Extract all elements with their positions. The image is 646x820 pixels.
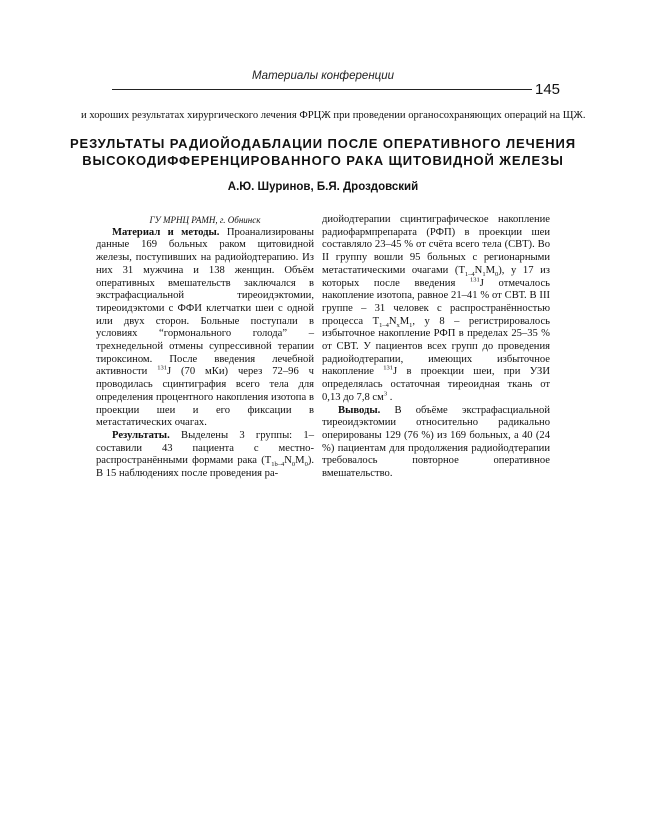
g3-m-letter: M	[399, 315, 410, 327]
g3-t-sub: 1–4	[379, 321, 389, 329]
g2-n-sub: 1	[482, 270, 486, 278]
running-title: Материалы конференции	[251, 70, 395, 82]
g3-m-sub: 1	[409, 321, 413, 329]
results-right-5: J в проекции шеи, при УЗИ определялась остаточная тиреоидная ткань от 0,13 до 7,8 см	[322, 366, 551, 403]
title-line-2: ВЫСОКОДИФФЕРЕНЦИРОВАННОГО РАКА ЩИТОВИДНОЙ ЖЕЛЕЗЫ	[82, 153, 564, 168]
article-title	[60, 135, 586, 169]
results-right-3: J отмечалось накопление изотопа, равное 21–41 % от СВТ. В III группе – 31 человек с распространённостью процесса T	[322, 277, 550, 327]
m-stage-sub: 0	[304, 461, 308, 469]
right-column	[322, 214, 550, 481]
results-label: Результаты.	[112, 429, 170, 441]
methods-label: Материал и методы.	[112, 226, 220, 238]
methods-paragraph	[96, 227, 314, 430]
results-right-1: диойодтерапии сцинтиграфическое накопление радиофармпрепарата (РФП) в проекции шеи составляло 23–45 % от счёта всего тела (СВТ). Во II группу вошли 95 больных с регионарными метастатическими очагами (T	[322, 214, 550, 276]
left-column	[96, 214, 314, 481]
results-right-6: .	[387, 391, 393, 403]
g2-t-sub: 1–4	[464, 270, 475, 278]
isotope-mass-2: 131	[470, 275, 480, 283]
authors: А.Ю. Шуринов, Б.Я. Дроздовский	[227, 181, 419, 193]
results-text-2: ). В 15 наблюдениях после проведения ра-	[96, 455, 314, 480]
carry-over-text: и хороших результатах хирургического лечения ФРЦЖ при проведении органосохраняющих операций на ЩЖ.	[81, 110, 586, 121]
isotope-mass: 131	[157, 364, 167, 372]
m-letter: M	[295, 455, 305, 467]
n-stage-sub: 0	[291, 461, 296, 469]
conclusions-label: Выводы.	[338, 404, 381, 416]
conclusions-paragraph	[322, 405, 550, 481]
results-continuation	[322, 214, 550, 405]
methods-text-1: Проанализированы данные 169 больных раком щитовидной железы, поступивших на радиойодтерапию. Из них 31 мужчина и 138 женщин. Объём оперативных вмешательств заключался в экстрафасциальной тиреоидэктомии, тиреоидэктоми с ФФИ клетчатки шеи с одной или двух сторон. Больные поступали в условиях “гормонального голода” – трехнедельной отмены супрессивной терапии тироксином. После введения лечебной активности	[96, 226, 314, 378]
t-stage-sub: 1b–4	[271, 461, 285, 469]
g3-n-letter: N	[388, 315, 397, 327]
volume-sup: 3	[383, 390, 388, 398]
title-line-1: РЕЗУЛЬТАТЫ РАДИОЙОДАБЛАЦИИ ПОСЛЕ ОПЕРАТИВНОГО ЛЕЧЕНИЯ	[69, 136, 577, 151]
g2-m-sub: 0	[495, 270, 499, 278]
results-right-2: ), у 17 из которых после введения	[322, 264, 550, 289]
methods-text-2: J (70 мКи) через 72–96 ч проводилась сцинтиграфия всего тела для определения процентного накопления изотопа в проекции шеи и его фиксации в метастатических очагах.	[96, 366, 315, 429]
g3-n-sub: x	[396, 321, 400, 329]
results-text-1: Выделены 3 группы: 1– составили 43 пациента с местно-распространёнными формами рака (T	[96, 429, 314, 467]
n-letter: N	[284, 455, 292, 467]
g2-n-letter: N	[474, 264, 483, 276]
page-number: 145	[535, 81, 561, 98]
results-right-4: , у 8 – регистрировалось избыточное накопление РФП в пределах 25–35 % от СВТ. У пациентов всех групп до проведения радиойодтерапии, имеющих избыточное накопление	[322, 315, 550, 378]
affiliation: ГУ МРНЦ РАМН, г. Обнинск	[149, 215, 261, 225]
isotope-mass-3: 131	[383, 364, 394, 372]
g2-m-letter: M	[485, 264, 495, 276]
header-rule	[112, 89, 532, 90]
results-paragraph	[96, 430, 314, 481]
conclusions-text: В объёме экстрафасциальной тиреоидэктомии относительно радикально оперированы 129 (76 %) из 169 больных, а 40 (24 %) пациентам для продолжения радиойодтерапии требовалось повторное оперативное вмешательство.	[322, 404, 550, 480]
